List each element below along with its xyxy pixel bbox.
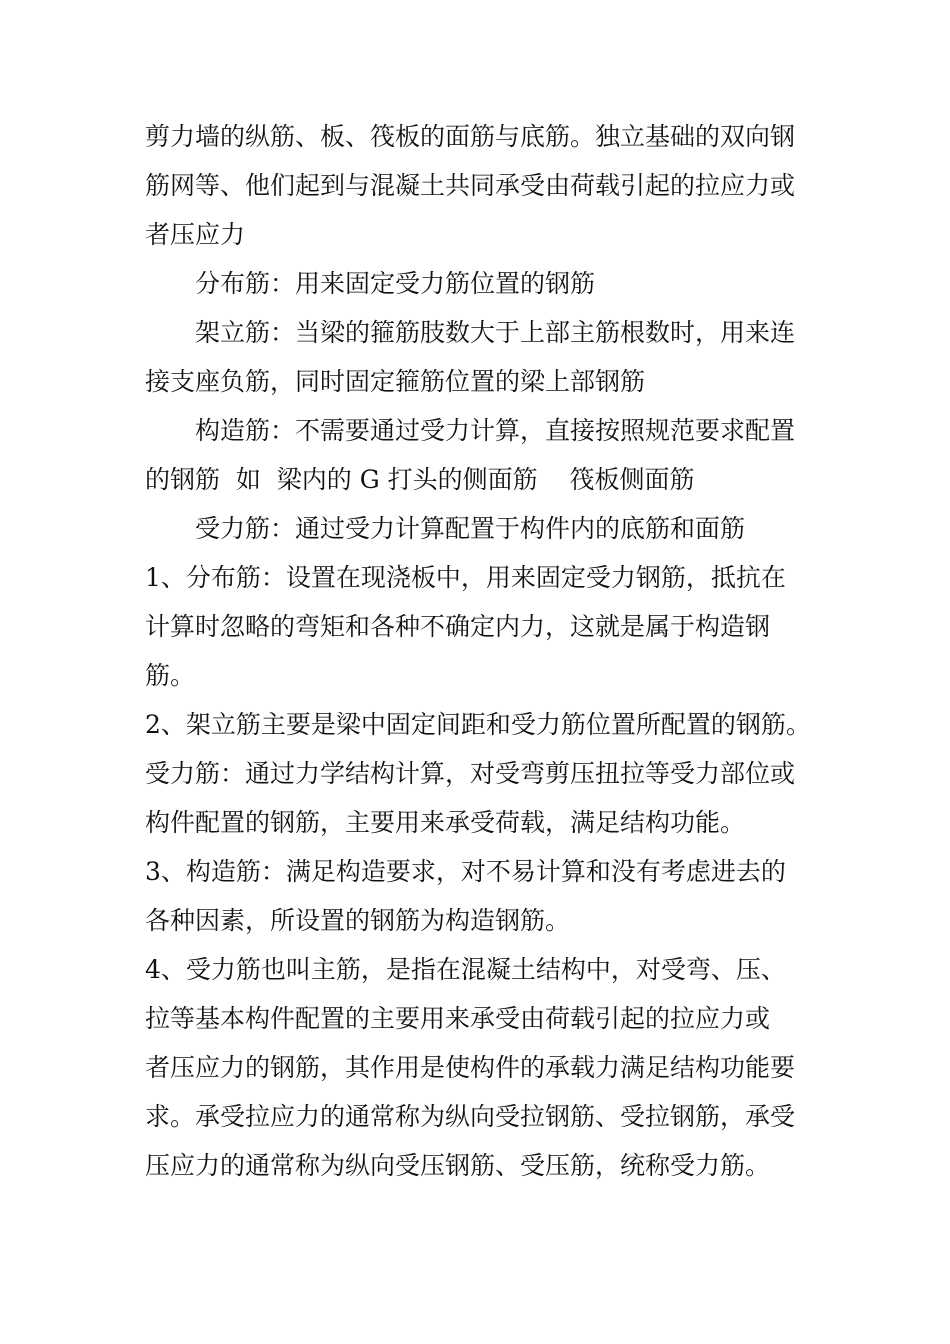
text-line-indented: 架立筋：当梁的箍筋肢数大于上部主筋根数时，用来连 [195,318,796,347]
text-line: 受力筋：通过力学结构计算，对受弯剪压扭拉等受力部位或 [145,759,796,788]
text-line-indented: 构造筋：不需要通过受力计算，直接按照规范要求配置 [195,416,796,445]
text-line: 接支座负筋，同时固定箍筋位置的梁上部钢筋 [145,367,646,396]
text-line: 各种因素，所设置的钢筋为构造钢筋。 [145,906,571,935]
text-line: 4、受力筋也叫主筋，是指在混凝土结构中，对受弯、压、 [145,955,786,984]
text-line: 3、构造筋：满足构造要求，对不易计算和没有考虑进去的 [145,857,786,886]
text-line: 剪力墙的纵筋、板、筏板的面筋与底筋。独立基础的双向钢 [145,122,796,151]
text-line: 者压应力 [145,220,246,249]
text-line: 求。承受拉应力的通常称为纵向受拉钢筋、受拉钢筋，承受 [145,1102,796,1131]
text-line: 构件配置的钢筋，主要用来承受荷载，满足结构功能。 [145,808,746,837]
text-line-indented: 分布筋：用来固定受力筋位置的钢筋 [195,269,596,298]
text-line: 2、架立筋主要是梁中固定间距和受力筋位置所配置的钢筋。 [145,710,811,739]
text-line: 筋。 [145,661,196,690]
text-line: 筋网等、他们起到与混凝土共同承受由荷载引起的拉应力或 [145,171,796,200]
text-line: 拉等基本构件配置的主要用来承受由荷载引起的拉应力或 [145,1004,771,1033]
text-line-indented: 受力筋：通过受力计算配置于构件内的底筋和面筋 [195,514,746,543]
text-line: 计算时忽略的弯矩和各种不确定内力，这就是属于构造钢 [145,612,771,641]
text-line: 者压应力的钢筋，其作用是使构件的承载力满足结构功能要 [145,1053,796,1082]
document-body [145,112,845,1190]
text-line: 压应力的通常称为纵向受压钢筋、受压筋，统称受力筋。 [145,1151,771,1180]
text-line: 的钢筋 如 梁内的 G 打头的侧面筋 筏板侧面筋 [145,465,695,494]
text-line: 1、分布筋：设置在现浇板中，用来固定受力钢筋，抵抗在 [145,563,786,592]
